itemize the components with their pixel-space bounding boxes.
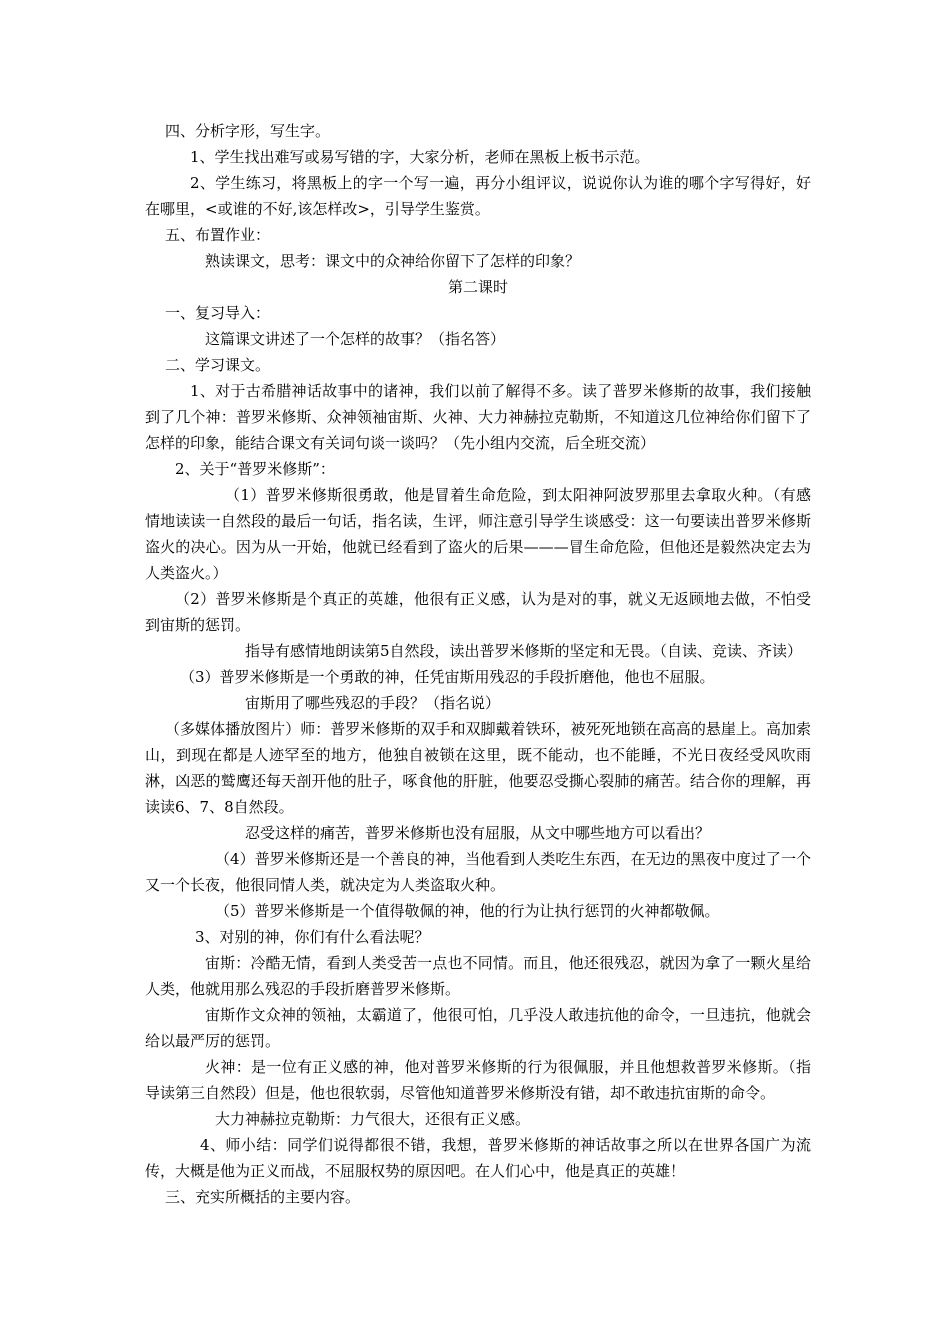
paragraph: 宙斯用了哪些残忍的手段？（指名说） xyxy=(245,694,501,712)
paragraph: 火神：是一位有正义感的神，他对普罗米修斯的行为很佩服，并且他想救普罗米修斯。（指导读第三自然段）但是，他也很软弱，尽管他知道普罗米修斯没有错，却不敢违抗宙斯的命令。 xyxy=(145,1058,811,1102)
paragraph: 忍受这样的痛苦，普罗米修斯也没有屈服，从文中哪些地方可以看出？ xyxy=(245,824,711,842)
document-page xyxy=(145,118,811,1210)
paragraph: （2）普罗米修斯是个真正的英雄，他很有正义感，认为是对的事，就义无返顾地去做，不怕受到宙斯的惩罚。 xyxy=(145,590,811,634)
paragraph: （5）普罗米修斯是一个值得敬佩的神，他的行为让执行惩罚的火神都敬佩。 xyxy=(215,902,720,920)
section-heading-5: 五、布置作业： xyxy=(165,226,271,244)
paragraph: 指导有感情地朗读第5自然段，读出普罗米修斯的坚定和无畏。（自读、竞读、齐读） xyxy=(245,642,803,660)
paragraph: 宙斯作文众神的领袖，太霸道了，他很可怕，几乎没人敢违抗他的命令，一旦违抗，他就会给以最严厉的惩罚。 xyxy=(145,1006,811,1050)
paragraph: 熟读课文，思考：课文中的众神给你留下了怎样的印象？ xyxy=(205,252,581,270)
paragraph: 2、关于“普罗米修斯”： xyxy=(175,460,335,478)
paragraph: 3、对别的神，你们有什么看法呢？ xyxy=(195,928,430,946)
paragraph: （多媒体播放图片）师：普罗米修斯的双手和双脚戴着铁环，被死死地锁在高高的悬崖上。高加索山，到现在都是人迹罕至的地方，他独自被锁在这里，既不能动，也不能睡，不光日夜经受风吹雨淋，凶恶的鹫鹰还每天剖开他的肚子，啄食他的肝脏，他要忍受撕心裂肺的痛苦。结合你的理解，再读读6、7、8自然段。 xyxy=(145,720,811,816)
paragraph: 2、学生练习，将黑板上的字一个写一遍，再分小组评议，说说你认为谁的哪个字写得好，好在哪里，<或谁的不好,该怎样改>，引导学生鉴赏。 xyxy=(145,174,811,218)
paragraph: 宙斯：冷酷无情，看到人类受苦一点也不同情。而且，他还很残忍，就因为拿了一颗火星给人类，他就用那么残忍的手段折磨普罗米修斯。 xyxy=(145,954,811,998)
paragraph: 大力神赫拉克勒斯：力气很大，还很有正义感。 xyxy=(215,1110,531,1128)
section-heading-2: 二、学习课文。 xyxy=(165,356,271,374)
section-heading-3: 三、充实所概括的主要内容。 xyxy=(165,1188,361,1206)
section-heading-1: 一、复习导入： xyxy=(165,304,271,322)
paragraph: 4、师小结：同学们说得都很不错，我想，普罗米修斯的神话故事之所以在世界各国广为流传，大概是他为正义而战，不屈服权势的原因吧。在人们心中，他是真正的英雄！ xyxy=(145,1136,811,1180)
section-heading-4: 四、分析字形，写生字。 xyxy=(165,122,331,140)
paragraph: （3）普罗米修斯是一个勇敢的神，任凭宙斯用残忍的手段折磨他，他也不屈服。 xyxy=(180,668,715,686)
paragraph: （4）普罗米修斯还是一个善良的神，当他看到人类吃生东西，在无边的黑夜中度过了一个又一个长夜，他很同情人类，就决定为人类盗取火种。 xyxy=(145,850,811,894)
paragraph: 1、学生找出难写或易写错的字，大家分析，老师在黑板上板书示范。 xyxy=(190,148,650,166)
paragraph: 这篇课文讲述了一个怎样的故事？（指名答） xyxy=(205,330,506,348)
paragraph: （1）普罗米修斯很勇敢，他是冒着生命危险，到太阳神阿波罗那里去拿取火种。（有感情地读读一自然段的最后一句话，指名读，生评，师注意引导学生谈感受：这一句要读出普罗米修斯盗火的决心。因为从一开始，他就已经看到了盗火的后果———冒生命危险，但他还是毅然决定去为人类盗火。） xyxy=(145,486,811,582)
lesson-title: 第二课时 xyxy=(447,278,508,296)
paragraph: 1、对于古希腊神话故事中的诸神，我们以前了解得不多。读了普罗米修斯的故事，我们接触到了几个神：普罗米修斯、众神领袖宙斯、火神、大力神赫拉克勒斯，不知道这几位神给你们留下了怎样的印象，能结合课文有关词句谈一谈吗？（先小组内交流，后全班交流） xyxy=(145,382,811,452)
